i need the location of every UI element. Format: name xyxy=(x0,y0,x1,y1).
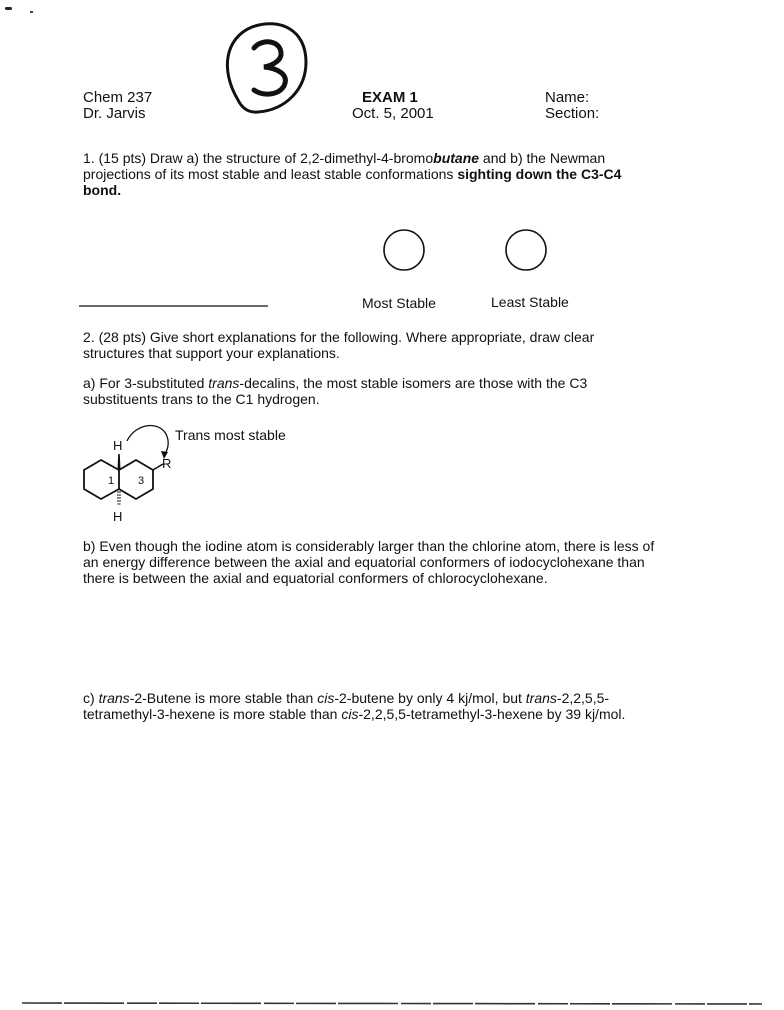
most-stable-label: Most Stable xyxy=(362,295,436,311)
exam-title: EXAM 1 xyxy=(362,89,418,106)
diagram-caption: Trans most stable xyxy=(175,427,286,443)
q2a-text: -decalins, the most stable isomers are those with the C3 xyxy=(239,375,588,391)
name-label: Name: xyxy=(545,89,590,106)
q2-line-2: structures that support your explanations. xyxy=(83,345,340,361)
section-label: Section: xyxy=(545,105,600,122)
exam-date: Oct. 5, 2001 xyxy=(352,105,434,122)
atom-h-bottom: H xyxy=(113,509,123,524)
q2b-line-1: b) Even though the iodine atom is considerably larger than the chlorine atom, there is less of xyxy=(83,538,655,554)
q2a-line-2: substituents trans to the C1 hydrogen. xyxy=(83,391,320,407)
q1-line-3: bond. xyxy=(83,182,122,198)
atom-r: R xyxy=(162,456,172,471)
q2c-text: -2-Butene is more stable than xyxy=(129,690,318,706)
q1-text: and b) the Newman xyxy=(479,150,606,166)
instructor-name: Dr. Jarvis xyxy=(83,105,146,122)
q2c-italic: cis xyxy=(317,690,335,706)
q1-emphasis: butane xyxy=(433,150,480,166)
q2c-text: -2-butene by only 4 kj/mol, but xyxy=(334,690,526,706)
course-name: Chem 237 xyxy=(83,89,153,106)
q1-text: projections of its most stable and least stable conformations xyxy=(83,166,458,182)
q2c-text: -2,2,5,5-tetramethyl-3-hexene by 39 kj/mol. xyxy=(358,706,626,722)
least-stable-label: Least Stable xyxy=(491,294,569,310)
atom-h-top: H xyxy=(113,438,123,453)
q2c-italic: cis xyxy=(341,706,359,722)
q2a-text: a) For 3-substituted xyxy=(83,375,209,391)
q1-text: 1. (15 pts) Draw a) the structure of 2,2-dimethyl-4-bromo xyxy=(83,150,434,166)
q2c-text: tetramethyl-3-hexene is more stable than xyxy=(83,706,342,722)
q2c-italic: trans xyxy=(525,690,557,706)
carbon-label-3: 3 xyxy=(138,475,145,487)
q2b-line-3: there is between the axial and equatorial conformers of chlorocyclohexane. xyxy=(83,570,548,586)
q2b-line-2: an energy difference between the axial and equatorial conformers of iodocyclohexane than xyxy=(83,554,645,570)
q2c-text: -2,2,5,5- xyxy=(556,690,610,706)
q2-line-1: 2. (28 pts) Give short explanations for the following. Where appropriate, draw clear xyxy=(83,329,595,345)
q2c-italic: trans xyxy=(98,690,130,706)
q2a-italic: trans xyxy=(208,375,240,391)
q1-emphasis: sighting down the C3-C4 xyxy=(457,166,622,182)
carbon-label-1: 1 xyxy=(108,475,115,487)
q2c-text: c) xyxy=(83,690,99,706)
